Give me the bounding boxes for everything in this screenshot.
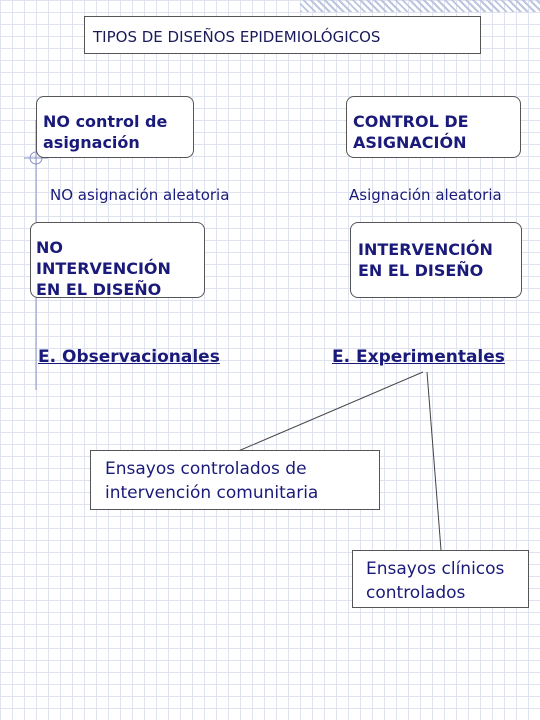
connector-to-community (236, 372, 423, 452)
no-control-box (36, 96, 194, 158)
clinical-trials-label: Ensayos clínicos controlados (366, 559, 505, 603)
page-title: TIPOS DE DISEÑOS EPIDEMIOLÓGICOS (93, 28, 381, 46)
clinical-trials-box (352, 550, 529, 608)
community-trials-box (90, 450, 380, 510)
community-trials-label: Ensayos controlados de intervención comunitaria (105, 459, 319, 503)
connector-to-clinical (427, 372, 441, 550)
no-intervention-box (30, 222, 205, 298)
no-intervention-label: NO INTERVENCIÓN EN EL DISEÑO (36, 238, 171, 299)
title-box (84, 16, 481, 54)
control-box (346, 96, 521, 158)
control-label: CONTROL DE ASIGNACIÓN (353, 112, 469, 152)
random-note: Asignación aleatoria (349, 186, 502, 204)
no-control-label: NO control de asignación (43, 112, 168, 152)
observational-heading: E. Observacionales (38, 347, 220, 367)
no-random-note: NO asignación aleatoria (50, 186, 230, 204)
intervention-box (350, 222, 522, 298)
intervention-label: INTERVENCIÓN EN EL DISEÑO (358, 240, 493, 280)
experimental-heading: E. Experimentales (332, 347, 505, 367)
